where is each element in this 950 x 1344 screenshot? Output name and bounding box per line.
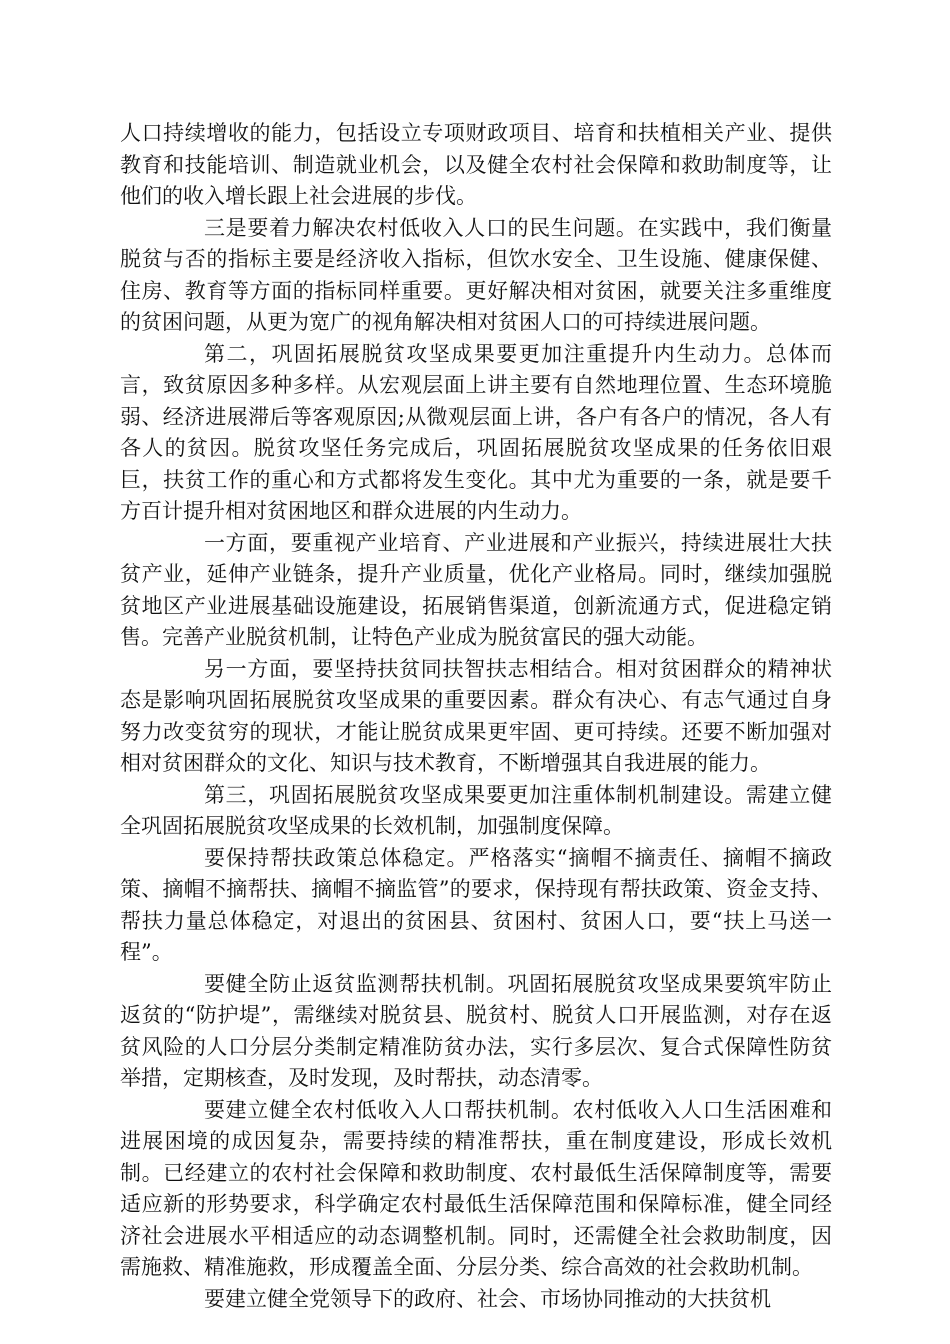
- paragraph-4: 一方面，要重视产业培育、产业进展和产业振兴，持续进展壮大扶贫产业，延伸产业链条，提升产业质量，优化产业格局。同时，继续加强脱贫地区产业进展基础设施建设，拓展销售渠道，创新流通方式，促进稳定销售。完善产业脱贫机制，让特色产业成为脱贫富民的强大动能。: [120, 530, 832, 649]
- paragraph-3: 第二，巩固拓展脱贫攻坚成果要更加注重提升内生动力。总体而言，致贫原因多种多样。从宏观层面上讲主要有自然地理位置、生态环境脆弱、经济进展滞后等客观原因;从微观层面上讲，各户有各户的情况，各人有各人的贫因。脱贫攻坚任务完成后，巩固拓展脱贫攻坚成果的任务依旧艰巨，扶贫工作的重心和方式都将发生变化。其中尤为重要的一条，就是要千方百计提升相对贫困地区和群众进展的内生动力。: [120, 341, 832, 523]
- paragraph-8: 要健全防止返贫监测帮扶机制。巩固拓展脱贫攻坚成果要筑牢防止返贫的“防护堤”，需继续对脱贫县、脱贫村、脱贫人口开展监测，对存在返贫风险的人口分层分类制定精准防贫办法，实行多层次、复合式保障性防贫举措，定期核查，及时发现，及时帮扶，动态清零。: [120, 971, 832, 1090]
- paragraph-9: 要建立健全农村低收入人口帮扶机制。农村低收入人口生活困难和进展困境的成因复杂，需要持续的精准帮扶，重在制度建设，形成长效机制。已经建立的农村社会保障和救助制度、农村最低生活保障制度等，需要适应新的形势要求，科学确定农村最低生活保障范围和保障标准，健全同经济社会进展水平相适应的动态调整机制。同时，还需健全社会救助制度，因需施救、精准施救，形成覆盖全面、分层分类、综合高效的社会救助机制。: [120, 1097, 832, 1279]
- paragraph-1: 人口持续增收的能力，包括设立专项财政项目、培育和扶植相关产业、提供教育和技能培训、制造就业机会，以及健全农村社会保障和救助制度等，让他们的收入增长跟上社会进展的步伐。: [120, 121, 832, 208]
- document-body: [120, 118, 832, 1315]
- paragraph-10: 要建立健全党领导下的政府、社会、市场协同推动的大扶贫机: [204, 1286, 771, 1311]
- paragraph-7: 要保持帮扶政策总体稳定。严格落实“摘帽不摘责任、摘帽不摘政策、摘帽不摘帮扶、摘帽不摘监管”的要求，保持现有帮扶政策、资金支持、帮扶力量总体稳定，对退出的贫困县、贫困村、贫困人口，要“扶上马送一程”。: [120, 845, 832, 964]
- paragraph-2: 三是要着力解决农村低收入人口的民生问题。在实践中，我们衡量脱贫与否的指标主要是经济收入指标，但饮水安全、卫生设施、健康保健、住房、教育等方面的指标同样重要。更好解决相对贫困，就要关注多重维度的贫困问题，从更为宽广的视角解决相对贫困人口的可持续进展问题。: [120, 215, 832, 334]
- paragraph-6: 第三，巩固拓展脱贫攻坚成果要更加注重体制机制建设。需建立健全巩固拓展脱贫攻坚成果的长效机制，加强制度保障。: [120, 782, 832, 838]
- paragraph-5: 另一方面，要坚持扶贫同扶智扶志相结合。相对贫困群众的精神状态是影响巩固拓展脱贫攻坚成果的重要因素。群众有决心、有志气通过自身努力改变贫穷的现状，才能让脱贫成果更牢固、更可持续。还要不断加强对相对贫困群众的文化、知识与技术教育，不断增强其自我进展的能力。: [120, 656, 832, 775]
